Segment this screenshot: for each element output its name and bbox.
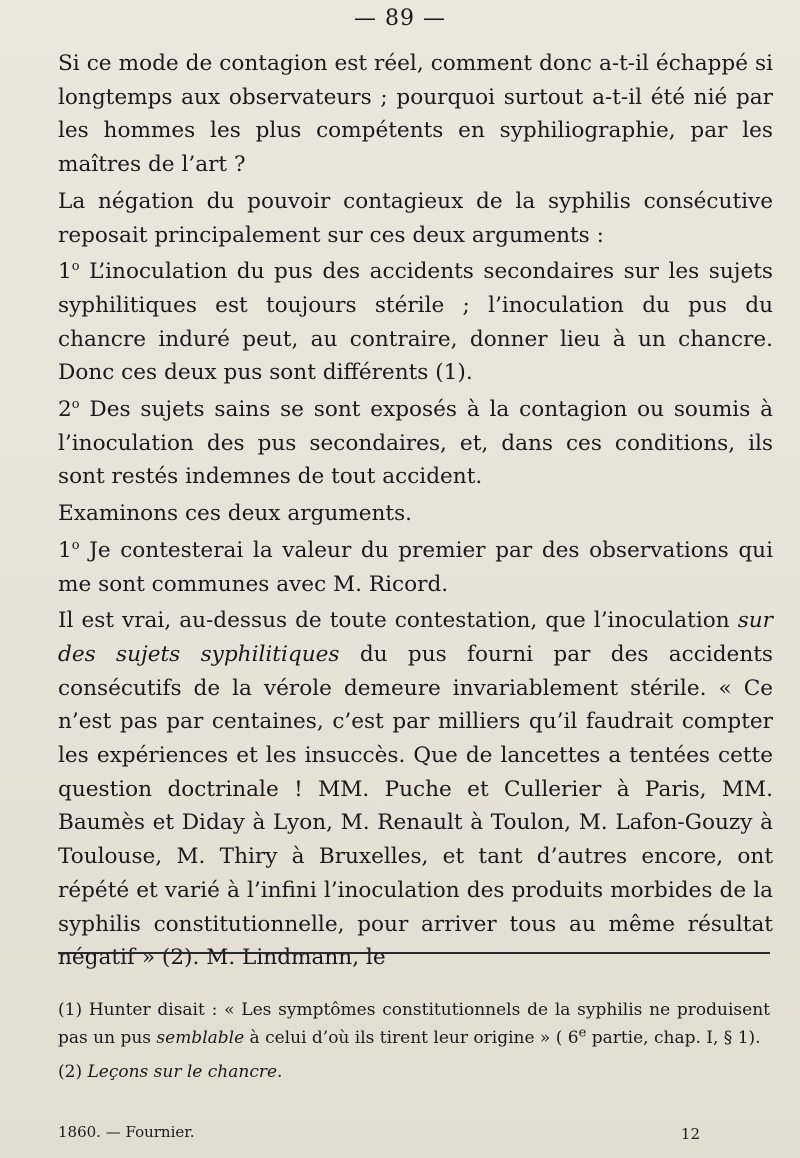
paragraph-text: L’inoculation du pus des accidents secondaires sur les sujets syphilitiques est toujours stérile ; l’inoculation du pus du chancre induré peut, au contraire, donner lieu à un chancre. Donc ces deux pus sont différents (1).: [58, 259, 773, 386]
body-text: [58, 47, 773, 978]
degree-sign: o: [71, 537, 80, 553]
paragraph: [58, 534, 773, 601]
signature-number: 12: [680, 1125, 700, 1143]
paragraph: [58, 185, 773, 252]
paragraph: [58, 497, 773, 531]
paragraph: [58, 393, 773, 494]
degree-sign: o: [71, 259, 80, 275]
footnote-text: (1) Hunter disait : « Les symptômes constitutionnels de la syphilis ne produisent pas un pus: [58, 1000, 770, 1048]
italic-text: semblable: [156, 1028, 245, 1048]
paragraph-text: Je contesterai la valeur du premier par des observations qui me sont communes avec M. Ricord.: [58, 537, 773, 597]
paragraph: [58, 47, 773, 182]
superscript: e: [578, 1025, 587, 1041]
degree-sign: o: [71, 396, 80, 412]
paragraph-text: Il est vrai, au-dessus de toute contestation, que l’inoculation: [58, 608, 738, 634]
footnote-divider: [58, 952, 770, 954]
list-number: 1: [58, 259, 72, 285]
italic-text: sur des sujets syphilitiques: [58, 608, 773, 667]
footnote-text: (2): [58, 1062, 88, 1082]
paragraph-text: du pus fourni par des accidents consécutifs de la vérole demeure invariablement stérile. « Ce n’est pas par centaines, c’est par milliers qu’il faudrait compter les expériences et les insuccès. Que de lancettes a tentées cette question doctrinale ! MM. Puche et Cullerier à Paris, MM. Baumès et Diday à Lyon, M. Renault à Toulon, M. Lafon-Gouzy à Toulouse, M. Thiry à Bruxelles, et tant d’autres encore, ont répété et varié à l’infini l’inoculation des produits morbides de la syphilis constitutionnelle, pour arriver tous au même résultat négatif » (2). M. Lindmann, le: [58, 641, 773, 971]
paragraph-text: Des sujets sains se sont exposés à la contagion ou soumis à l’inoculation des pus secondaires, et, dans ces conditions, ils sont restés indemnes de tout accident.: [58, 397, 773, 490]
footnote-text: à celui d’où ils tirent leur origine » ( 6: [244, 1028, 579, 1048]
list-number: 1: [58, 537, 72, 563]
footnotes: [58, 996, 770, 1092]
paragraph-text: Si ce mode de contagion est réel, comment donc a-t-il échappé si longtemps aux observateurs ; pourquoi surtout a-t-il été nié par les hommes les plus compétents en syphiliographie, par les maîtres de l’art ?: [58, 51, 773, 178]
paragraph: [58, 604, 773, 975]
footnote: [58, 1058, 770, 1086]
italic-text: Leçons sur le chancre.: [87, 1062, 283, 1082]
paragraph-text: Examinons ces deux arguments.: [58, 501, 413, 527]
footnote: [58, 996, 770, 1052]
printer-signature: 1860. — Fournier.: [58, 1123, 195, 1141]
footnote-text: partie, chap. I, § 1).: [586, 1028, 761, 1048]
page-number: — 89 —: [354, 6, 446, 31]
paragraph-text: La négation du pouvoir contagieux de la syphilis consécutive reposait principalement sur ces deux arguments :: [58, 188, 773, 248]
list-number: 2: [58, 397, 72, 423]
paragraph: [58, 255, 773, 390]
